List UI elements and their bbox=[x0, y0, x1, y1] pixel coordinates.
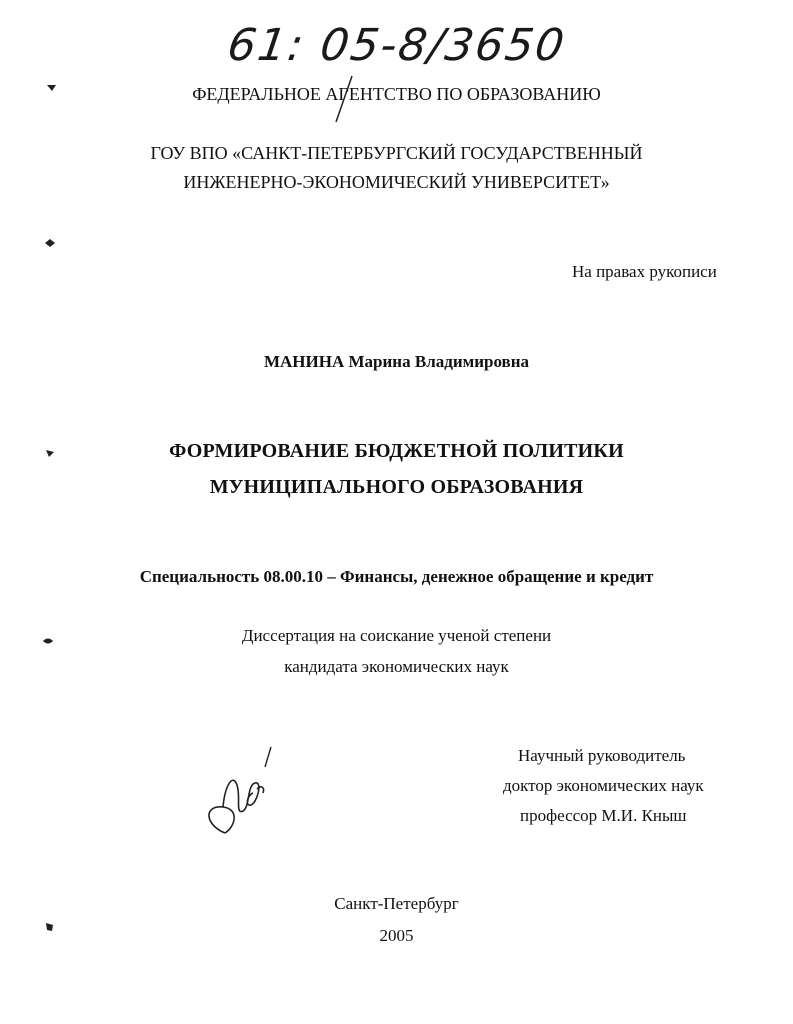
author-name bbox=[0, 352, 793, 372]
handwritten-signature bbox=[195, 745, 285, 840]
university-line-1: ГОУ ВПО «САНКТ-ПЕТЕРБУРГСКИЙ ГОСУДАРСТВЕННЫЙ bbox=[150, 143, 643, 163]
city: Санкт-Петербург bbox=[334, 894, 459, 913]
thesis-title-line-2: МУНИЦИПАЛЬНОГО ОБРАЗОВАНИЯ bbox=[209, 476, 584, 498]
author-given-names: Марина Владимировна bbox=[348, 352, 530, 371]
author-surname: МАНИНА bbox=[263, 352, 345, 371]
handwritten-catalog-number: 61: 05-8/3650 bbox=[224, 20, 570, 71]
thesis-title-line-1: ФОРМИРОВАНИЕ БЮДЖЕТНОЙ ПОЛИТИКИ bbox=[169, 440, 624, 462]
agency-heading: ФЕДЕРАЛЬНОЕ АГЕНТСТВО ПО ОБРАЗОВАНИЮ bbox=[192, 84, 601, 104]
manuscript-rights-note: На правах рукописи bbox=[572, 262, 717, 281]
supervisor-role: Научный руководитель bbox=[518, 746, 686, 765]
degree-line-2: кандидата экономических наук bbox=[284, 657, 509, 676]
university-line-2: ИНЖЕНЕРНО-ЭКОНОМИЧЕСКИЙ УНИВЕРСИТЕТ» bbox=[183, 172, 610, 192]
degree-line-1: Диссертация на соискание ученой степени bbox=[241, 626, 552, 645]
specialty-line: Специальность 08.00.10 – Финансы, денежное обращение и кредит bbox=[139, 567, 654, 586]
supervisor-name: профессор М.И. Кныш bbox=[520, 806, 687, 825]
supervisor-degree: доктор экономических наук bbox=[503, 776, 704, 795]
year: 2005 bbox=[379, 926, 414, 945]
scan-speck-mark bbox=[44, 238, 56, 248]
